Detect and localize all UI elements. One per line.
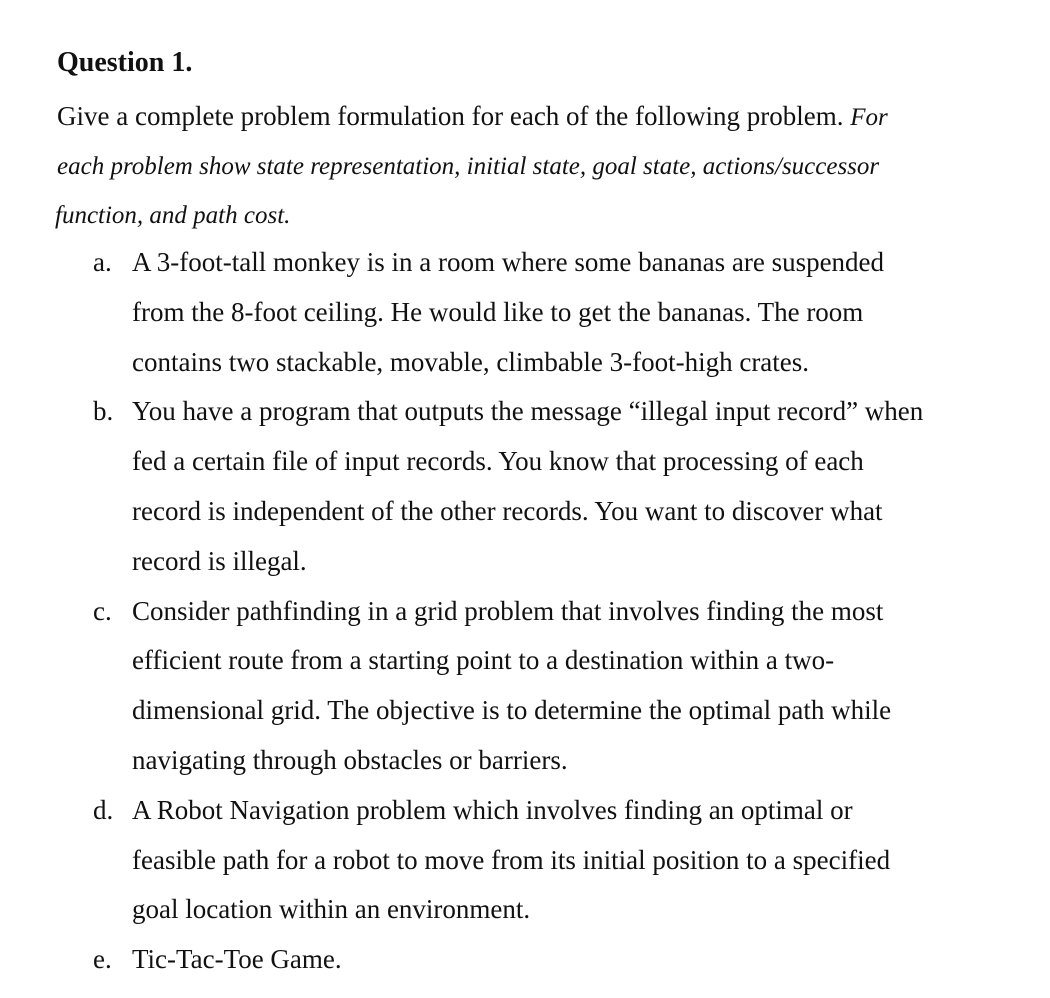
- item-line: navigating through obstacles or barriers.: [132, 744, 568, 775]
- item-line: dimensional grid. The objective is to determine the optimal path while: [132, 695, 892, 726]
- item-line: fed a certain file of input records. You know that processing of each: [132, 446, 864, 477]
- problem-list: [0, 238, 1050, 985]
- problem-item-a: [0, 238, 1050, 387]
- item-letter: e.: [93, 944, 112, 975]
- item-text: [132, 238, 1032, 387]
- intro-line-2: each problem show state representation, initial state, goal state, actions/successor: [57, 153, 880, 180]
- item-line: goal location within an environment.: [132, 894, 531, 925]
- item-line: feasible path for a robot to move from its initial position to a specified: [132, 844, 891, 875]
- item-line: efficient route from a starting point to a destination within a two-: [132, 645, 835, 676]
- item-text: [132, 587, 1032, 786]
- item-line: record is independent of the other records. You want to discover what: [132, 495, 883, 526]
- item-letter: d.: [93, 794, 114, 825]
- intro-line-1-plain: Give a complete problem formulation for each of the following problem.: [57, 101, 844, 131]
- item-text: [132, 786, 1032, 935]
- question-intro: [57, 92, 957, 240]
- problem-item-d: [0, 786, 1050, 935]
- item-line: A 3-foot-tall monkey is in a room where some bananas are suspended: [132, 247, 885, 277]
- problem-item-e: [0, 935, 1050, 985]
- item-line: from the 8-foot ceiling. He would like to get the bananas. The room: [132, 296, 864, 327]
- item-letter: c.: [93, 595, 112, 626]
- problem-item-b: [0, 387, 1050, 586]
- intro-line-1: [57, 92, 957, 142]
- item-letter: b.: [93, 396, 114, 427]
- item-line: Tic-Tac-Toe Game.: [132, 944, 342, 975]
- item-line: You have a program that outputs the message “illegal input record” when: [132, 396, 924, 427]
- item-line: record is illegal.: [132, 545, 307, 576]
- item-line: contains two stackable, movable, climbable 3-foot-high crates.: [132, 346, 810, 377]
- item-line: Consider pathfinding in a grid problem that involves finding the most: [132, 595, 884, 626]
- question-title: Question 1.: [57, 47, 193, 78]
- item-text: [132, 935, 1032, 985]
- intro-line-1-italic: For: [850, 104, 888, 131]
- item-line: A Robot Navigation problem which involves finding an optimal or: [132, 794, 853, 825]
- item-letter: a.: [93, 247, 112, 277]
- item-text: [132, 387, 1032, 586]
- intro-line-3: function, and path cost.: [55, 202, 291, 229]
- problem-item-c: [0, 587, 1050, 786]
